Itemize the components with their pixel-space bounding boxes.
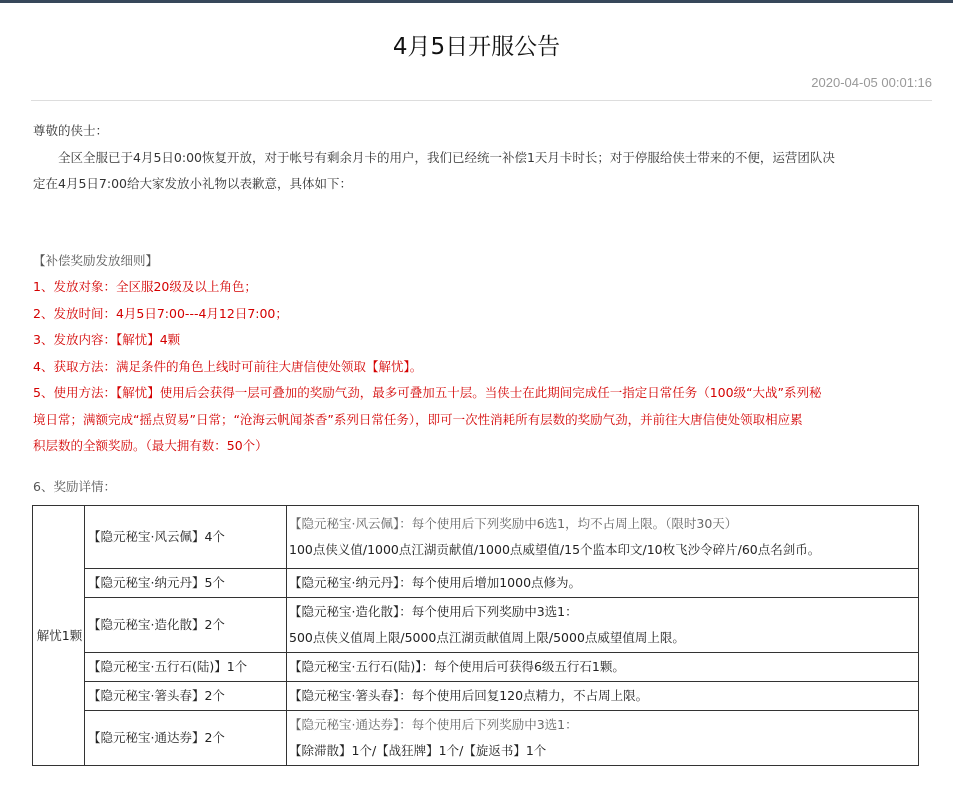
rule-1: 1、发放对象：全区服20级及以上角色； [33,279,257,294]
rule-4: 4、获取方法：满足条件的角色上线时可前往大唐信使处领取【解忧】。 [33,358,423,374]
table-row [33,598,919,653]
item-cell: 【隐元秘宝·风云佩】4个 [85,506,287,569]
desc-line: 【隐元秘宝·风云佩】：每个使用后下列奖励中6选1，均不占周上限。（限时30天） [289,516,738,531]
top-accent-bar [0,0,953,3]
desc-line: 【隐元秘宝·纳元丹】：每个使用后增加1000点修为。 [289,575,582,590]
desc-cell [287,506,919,569]
desc-cell [287,598,919,653]
rule-5-line-3: 积层数的全额奖励。（最大拥有数：50个） [33,438,268,453]
rule-5-line-2: 境日常；满额完成“摇点贸易”日常；“沧海云帆闻茶香”系列日常任务），即可一次性消耗所有层数的奖励气劲，并前往大唐信使处领取相应累 [33,411,803,427]
rule-2: 2、发放时间：4月5日7:00---4月12日7:00； [33,305,288,321]
desc-line: 【除滞散】1个/【战狂牌】1个/【旋返书】1个 [289,743,547,758]
desc-line: 500点侠义值周上限/5000点江湖贡献值周上限/5000点威望值周上限。 [289,630,685,645]
announcement-body [33,118,923,500]
table-row [33,569,919,598]
item-cell: 【隐元秘宝·造化散】2个 [85,598,287,653]
item-cell: 【隐元秘宝·五行石(陆)】1个 [85,653,287,682]
desc-cell [287,711,919,766]
reward-table [32,505,919,766]
rules-heading: 【补偿奖励发放细则】 [33,252,159,268]
desc-line: 100点侠义值/1000点江湖贡献值/1000点威望值/15个监本印文/10枚飞沙令碎片/60点名剑币。 [289,542,821,557]
desc-cell [287,682,919,711]
group-cell: 解忧1颗 [33,506,85,766]
desc-cell [287,653,919,682]
item-cell: 【隐元秘宝·通达券】2个 [85,711,287,766]
details-heading: 6、奖励详情： [33,478,116,494]
intro-line-1: 全区全服已于4月5日0:00恢复开放，对于帐号有剩余月卡的用户，我们已经统一补偿1天月卡时长；对于停服给侠士带来的不便，运营团队决 [58,149,835,165]
table-row [33,653,919,682]
rule-5-line-1: 5、使用方法：【解忧】使用后会获得一层可叠加的奖励气劲，最多可叠加五十层。当侠士在此期间完成任一指定日常任务（100级“大战”系列秘 [33,385,822,400]
intro-line-2: 定在4月5日7:00给大家发放小礼物以表歉意，具体如下： [33,176,352,191]
item-cell: 【隐元秘宝·箸头春】2个 [85,682,287,711]
desc-line: 【隐元秘宝·箸头春】：每个使用后回复120点精力，不占周上限。 [289,688,649,703]
table-row [33,506,919,569]
desc-line: 【隐元秘宝·五行石(陆)】：每个使用后可获得6级五行石1颗。 [289,659,625,674]
item-cell: 【隐元秘宝·纳元丹】5个 [85,569,287,598]
publish-datetime: 2020-04-05 00:01:16 [811,75,932,90]
table-row [33,682,919,711]
table-row [33,711,919,766]
header-divider [31,100,932,101]
rule-3: 3、发放内容：【解忧】4颗 [33,332,181,347]
desc-cell [287,569,919,598]
desc-line: 【隐元秘宝·通达券】：每个使用后下列奖励中3选1： [289,717,578,732]
page-title: 4月5日开服公告 [392,34,561,60]
greeting: 尊敬的侠士： [33,123,109,138]
desc-line: 【隐元秘宝·造化散】：每个使用后下列奖励中3选1： [289,604,578,619]
